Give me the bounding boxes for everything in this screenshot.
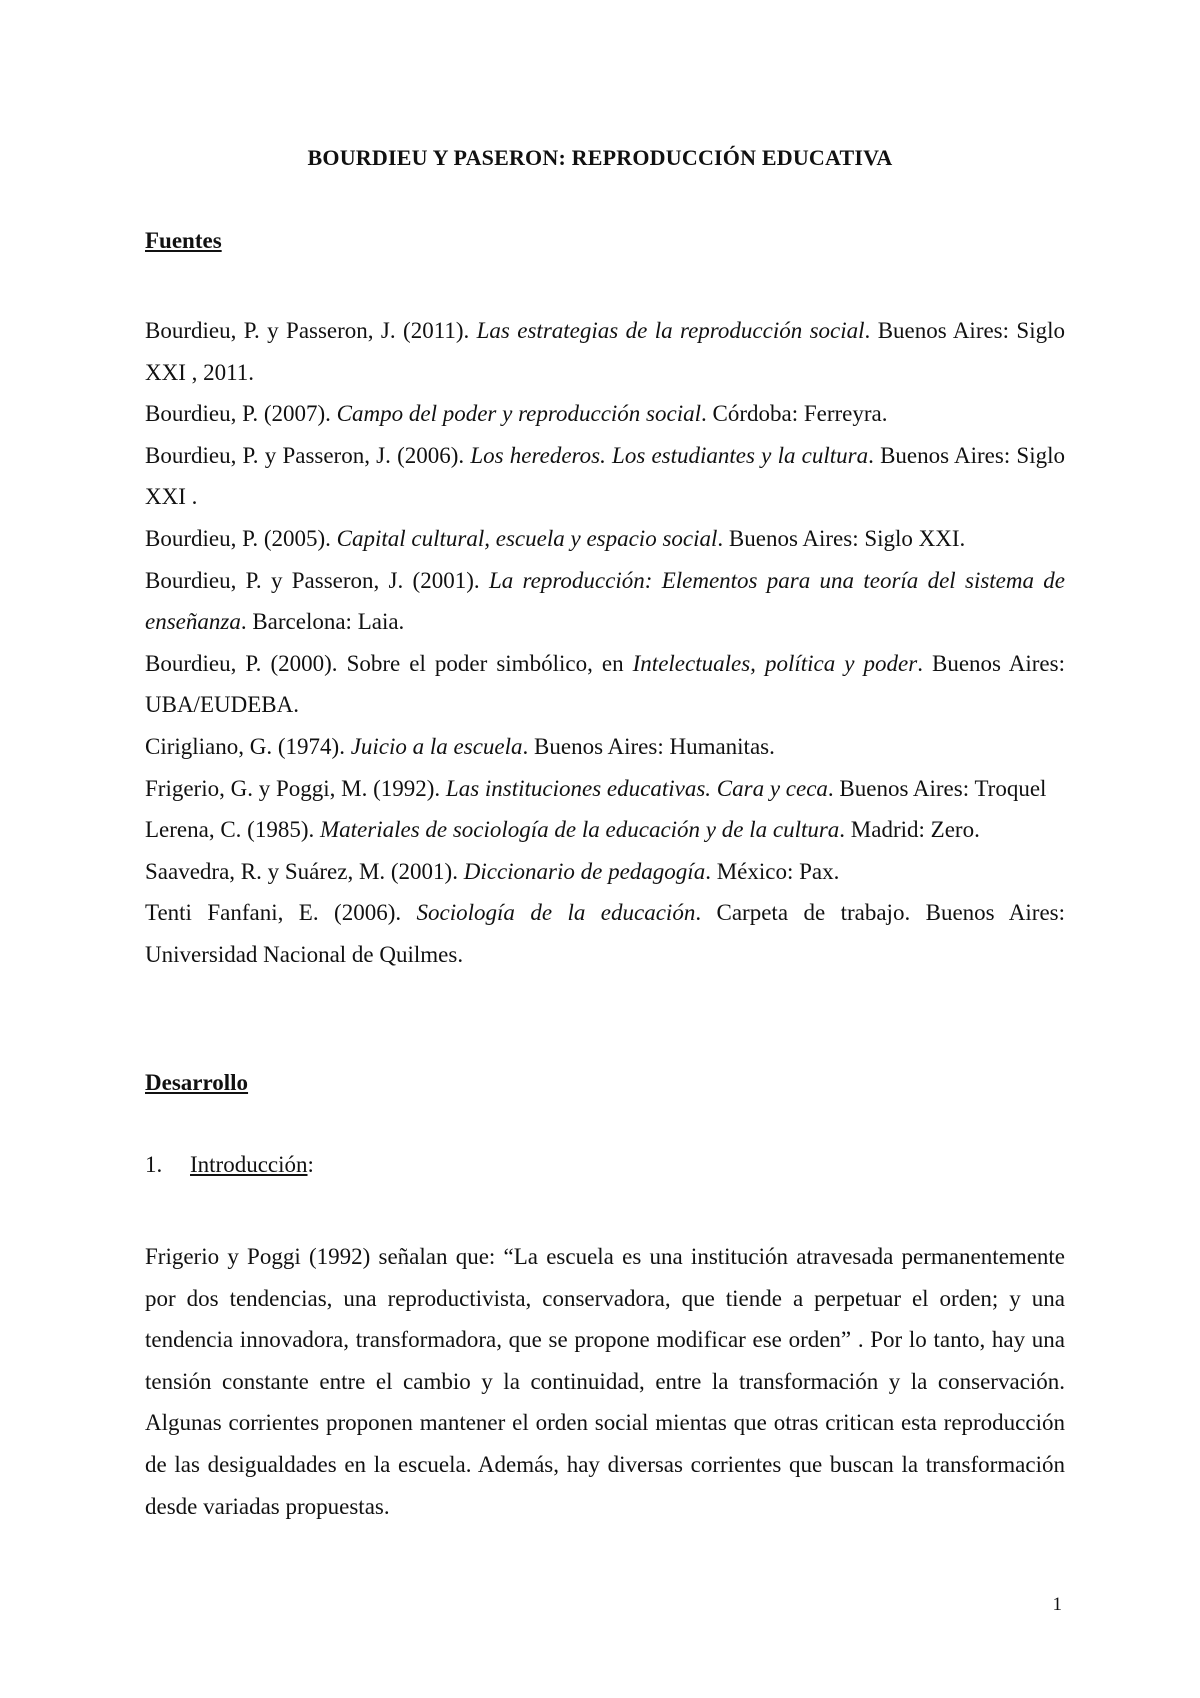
section-suffix: : [307,1152,314,1177]
reference-title: La reproducción: Elementos para una teoría del sistema de enseñanza [145,567,1065,635]
reference-title: Las instituciones educativas. Cara y ceca [445,775,828,801]
reference-item [145,892,1065,975]
reference-publisher: . Barcelona: Laia. [240,609,405,635]
reference-author: Lerena, C. (1985). [145,817,320,843]
reference-author: Bourdieu, P. y Passeron, J. (2006). [145,442,471,468]
reference-item [145,435,1065,518]
intro-paragraph: Frigerio y Poggi (1992) señalan que: “La escuela es una institución atravesada permanentemente por dos tendencias, una reproductivista, conservadora, que tiende a perpetuar el orden; y una tendencia innovadora, transformadora, que se propone modificar ese orden” . Por lo tanto, hay una tensión constante entre el cambio y la continuidad, entre la transformación y la conservación. Algunas corrientes proponen mantener el orden social mientas que otras critican esta reproducción de las desigualdades en la escuela. Además, hay diversas corrientes que buscan la transformación desde variadas propuestas. [145,1244,1065,1519]
reference-title: Campo del poder y reproducción social [336,401,701,427]
reference-item [145,851,1065,893]
reference-publisher: . Buenos Aires: Troquel [827,775,1047,801]
section-label: Introducción [190,1152,308,1177]
reference-publisher: . Buenos Aires: Humanitas. [522,733,775,759]
reference-publisher: . Buenos Aires: UBA/EUDEBA. [145,650,1065,718]
reference-author: Frigerio, G. y Poggi, M. (1992). [145,775,446,801]
reference-item [145,518,1065,560]
sources-heading: Fuentes [145,228,222,253]
reference-author: Bourdieu, P. y Passeron, J. (2001). [145,567,489,593]
development-heading: Desarrollo [145,1070,249,1095]
reference-author: Cirigliano, G. (1974). [145,733,351,759]
reference-item [145,560,1065,643]
reference-publisher: . Córdoba: Ferreyra. [701,401,888,427]
reference-title: Los herederos. Los estudiantes y la cultura [470,442,869,468]
reference-item [145,643,1065,726]
section-number: 1. [145,1152,163,1177]
reference-title: Las estrategias de la reproducción social [476,318,865,343]
reference-author: Bourdieu, P. y Passeron, J. (2011). [145,318,477,343]
reference-title: Materiales de sociología de la educación y de la cultura [320,817,840,843]
page-number: 1 [1052,1594,1062,1615]
reference-author: Tenti Fanfani, E. (2006). [145,900,417,926]
reference-item [145,726,1065,768]
reference-title: Diccionario de pedagogía [463,858,706,884]
reference-publisher: . Carpeta de trabajo. Buenos Aires: Universidad Nacional de Quilmes. [145,900,1065,967]
reference-publisher: . Buenos Aires: Siglo XXI. [717,525,966,551]
reference-title: Juicio a la escuela [350,733,523,759]
reference-item [145,809,1065,851]
reference-publisher: . Buenos Aires: Siglo XXI , 2011. [145,318,1065,385]
section-title [145,1152,314,1178]
reference-title: Intelectuales, política y poder [632,650,918,676]
reference-item [145,310,1065,393]
reference-item [145,393,1065,435]
reference-author: Bourdieu, P. (2007). [145,401,337,427]
reference-author: Bourdieu, P. (2000). Sobre el poder simbólico, en [145,650,633,676]
reference-author: Saavedra, R. y Suárez, M. (2001). [145,858,464,884]
reference-publisher: . Buenos Aires: Siglo XXI . [145,442,1065,510]
reference-author: Bourdieu, P. (2005). [145,525,337,551]
page-title: BOURDIEU Y PASERON: REPRODUCCIÓN EDUCATIVA [307,145,893,170]
reference-item [145,768,1065,810]
reference-list [145,310,1065,976]
reference-title: Capital cultural, escuela y espacio social [336,525,718,551]
reference-publisher: . Madrid: Zero. [839,817,980,843]
reference-publisher: . México: Pax. [705,858,840,884]
reference-title: Sociología de la educación [416,900,696,926]
